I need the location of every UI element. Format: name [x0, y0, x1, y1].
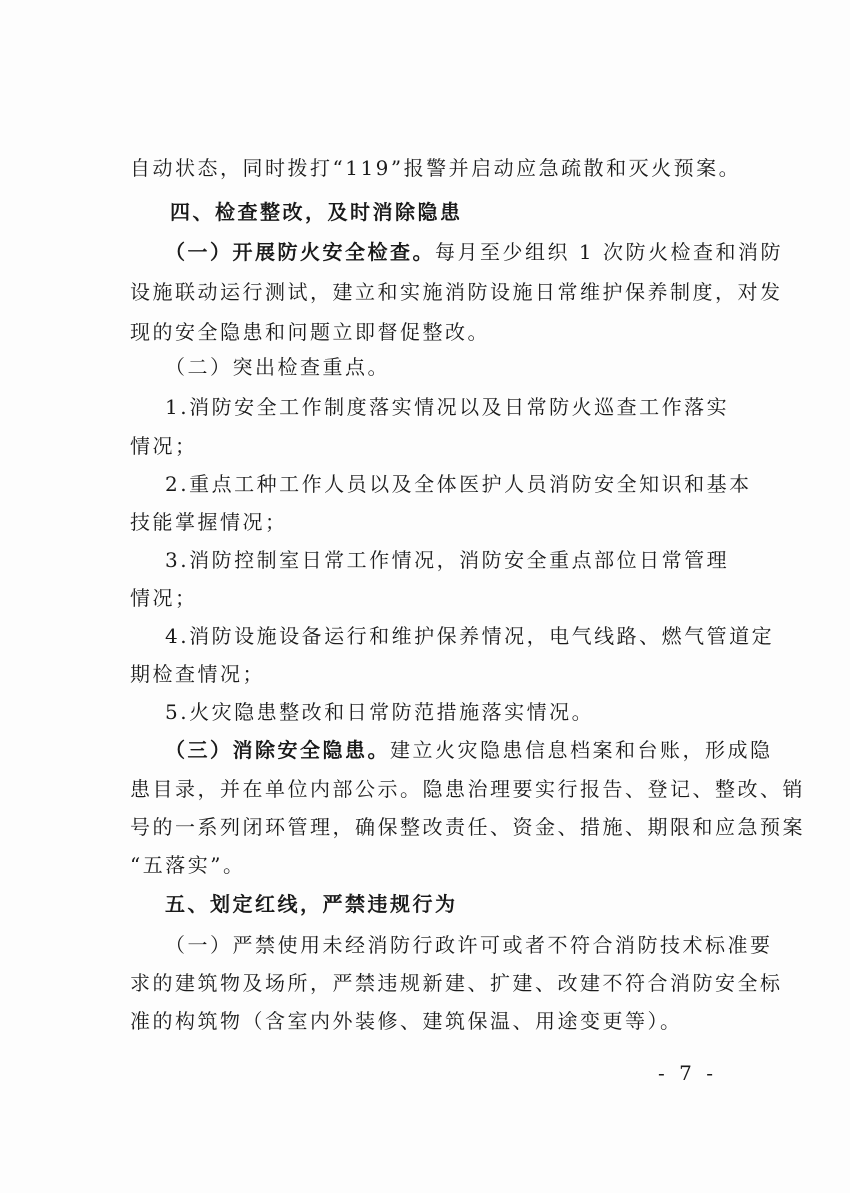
paragraph-line: 期检查情况； [130, 662, 265, 686]
list-item: 4.消防设施设备运行和维护保养情况，电气线路、燃气管道定 [165, 624, 775, 648]
subsection-heading: （三）消除安全隐患。 [165, 738, 390, 762]
paragraph-line: 准的构筑物（含室内外装修、建筑保温、用途变更等）。 [130, 1009, 683, 1033]
list-item: 3.消防控制室日常工作情况，消防安全重点部位日常管理 [165, 548, 730, 572]
paragraph-line: 技能掌握情况； [130, 510, 288, 534]
paragraph-line: 求的建筑物及场所，严禁违规新建、扩建、改建不符合消防安全标 [130, 971, 783, 995]
paragraph-line: 自动状态，同时拨打“119”报警并启动应急疏散和灭火预案。 [130, 156, 742, 180]
paragraph-line: （三）消除安全隐患。建立火灾隐患信息档案和台账，形成隐 [165, 738, 773, 762]
paragraph-line: “五落实”。 [130, 853, 246, 877]
subsection-heading: （二）突出检查重点。 [165, 355, 390, 379]
paragraph-line: （一）开展防火安全检查。每月至少组织 1 次防火检查和消防 [165, 240, 783, 264]
paragraph-line: 患目录，并在单位内部公示。隐患治理要实行报告、登记、整改、销 [130, 777, 805, 801]
subsection-heading: （一）开展防火安全检查。 [165, 240, 435, 264]
paragraph-line: （一）严禁使用未经消防行政许可或者不符合消防技术标准要 [165, 933, 773, 957]
paragraph-line: 设施联动运行测试，建立和实施消防设施日常维护保养制度，对发 [130, 280, 783, 304]
list-item: 2.重点工种工作人员以及全体医护人员消防安全知识和基本 [165, 472, 752, 496]
section-heading-five: 五、划定红线，严禁违规行为 [165, 892, 458, 916]
list-item: 1.消防安全工作制度落实情况以及日常防火巡查工作落实 [165, 395, 730, 419]
paragraph-line: 情况； [130, 434, 198, 458]
paragraph-line: 情况； [130, 586, 198, 610]
paragraph-line: 号的一系列闭环管理，确保整改责任、资金、措施、期限和应急预案 [130, 815, 805, 839]
section-heading-four: 四、检查整改，及时消除隐患 [170, 200, 463, 224]
list-item: 5.火灾隐患整改和日常防范措施落实情况。 [165, 700, 595, 724]
page-number: - 7 - [658, 1061, 717, 1085]
paragraph-line: 现的安全隐患和问题立即督促整改。 [130, 320, 490, 344]
